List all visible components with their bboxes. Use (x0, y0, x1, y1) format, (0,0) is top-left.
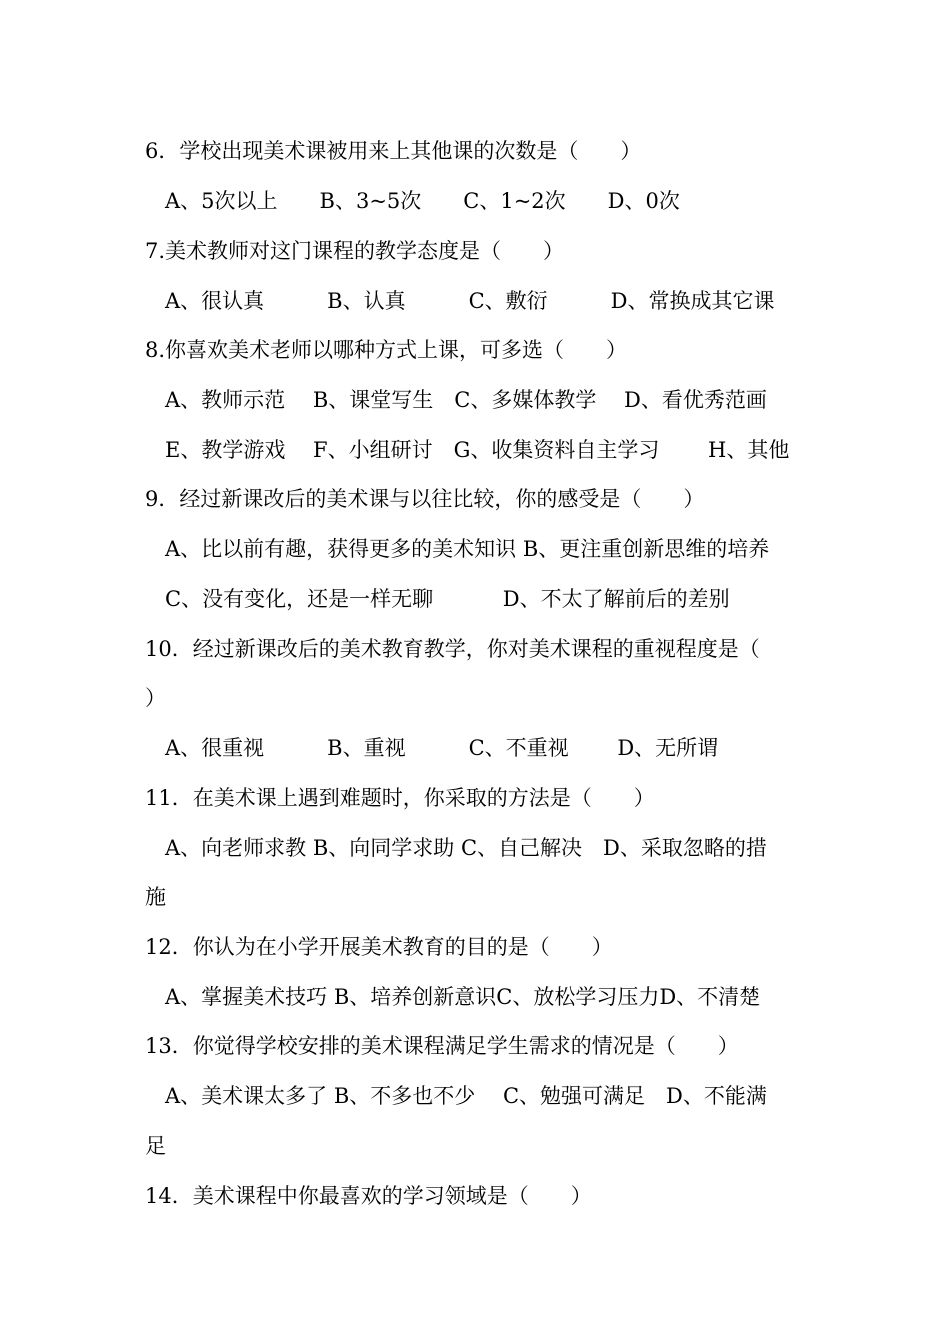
question-13-options-continued: 足 (145, 1134, 166, 1158)
question-11-options-continued: 施 (145, 885, 166, 909)
question-8-options-row-2: E、教学游戏 F、小组研讨 G、收集资料自主学习 H、其他 (165, 438, 790, 462)
question-14-stem: 14．美术课程中你最喜欢的学习领域是（ ） (145, 1184, 592, 1208)
question-10-options: A、很重视 B、重视 C、不重视 D、无所谓 (165, 736, 719, 760)
question-9-options-row-1: A、比以前有趣，获得更多的美术知识 B、更注重创新思维的培养 (165, 537, 770, 561)
question-9-options-row-2: C、没有变化，还是一样无聊 D、不太了解前后的差别 (165, 587, 730, 611)
question-7-options: A、很认真 B、认真 C、敷衍 D、常换成其它课 (165, 289, 775, 313)
question-7-stem: 7.美术教师对这门课程的教学态度是（ ） (145, 239, 565, 263)
question-13-stem: 13．你觉得学校安排的美术课程满足学生需求的情况是（ ） (145, 1034, 739, 1058)
question-10-stem: 10．经过新课改后的美术教育教学，你对美术课程的重视程度是（ (145, 637, 760, 661)
question-8-stem: 8.你喜欢美术老师以哪种方式上课，可多选（ ） (145, 338, 628, 362)
question-11-stem: 11．在美术课上遇到难题时，你采取的方法是（ ） (145, 786, 655, 810)
question-6-stem: 6．学校出现美术课被用来上其他课的次数是（ ） (145, 139, 642, 163)
question-6-options: A、5次以上 B、3~5次 C、1~2次 D、0次 (165, 189, 680, 213)
question-11-options: A、向老师求教 B、向同学求助 C、自己解决 D、采取忽略的措 (165, 836, 767, 860)
question-12-options: A、掌握美术技巧 B、培养创新意识C、放松学习压力D、不清楚 (165, 985, 761, 1009)
question-13-options: A、美术课太多了 B、不多也不少 C、勉强可满足 D、不能满 (165, 1084, 767, 1108)
question-10-stem-continued: ） (145, 686, 166, 710)
question-9-stem: 9．经过新课改后的美术课与以往比较，你的感受是（ ） (145, 487, 705, 511)
question-12-stem: 12．你认为在小学开展美术教育的目的是（ ） (145, 935, 613, 959)
question-8-options-row-1: A、教师示范 B、课堂写生 C、多媒体教学 D、看优秀范画 (165, 388, 767, 412)
